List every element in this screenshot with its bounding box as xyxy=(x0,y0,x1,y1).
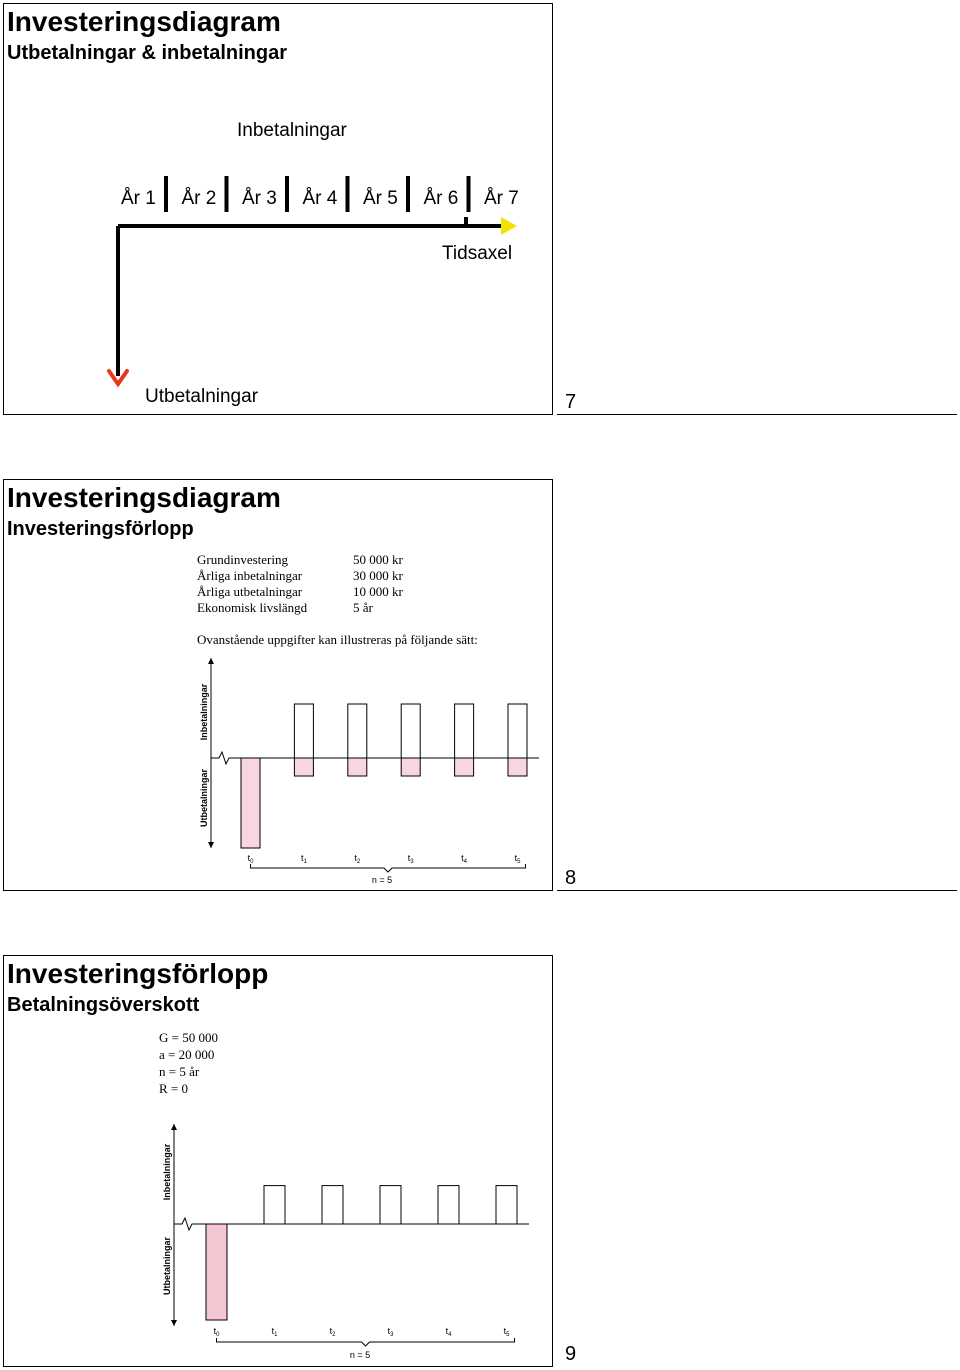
param-value: 10 000 kr xyxy=(353,584,403,599)
year-divider xyxy=(225,176,229,212)
year-divider xyxy=(285,176,289,212)
time-label: $t_0$ xyxy=(247,853,254,865)
param-line: n = 5 år xyxy=(159,1064,200,1079)
arrow-down-icon xyxy=(171,1320,177,1326)
year-divider xyxy=(346,176,350,212)
slide-subtitle: Betalningsöverskott xyxy=(7,994,200,1016)
year-label: År 7 xyxy=(484,188,519,209)
year-label: År 6 xyxy=(423,188,459,209)
year-label: År 4 xyxy=(302,188,338,209)
outflow-label: Utbetalningar xyxy=(145,386,259,407)
slide-title: Investeringsförlopp xyxy=(7,958,269,989)
inflow-bar xyxy=(508,704,527,758)
outflow-bar xyxy=(348,758,367,776)
param-line: a = 20 000 xyxy=(159,1047,215,1062)
inflow-bar xyxy=(401,704,420,758)
time-label: $t_1$ xyxy=(271,1326,278,1338)
timeline-diagram xyxy=(4,4,554,416)
time-axis-label: Tidsaxel xyxy=(442,243,513,264)
param-label: Grundinvestering xyxy=(197,552,288,567)
param-value: 5 år xyxy=(353,600,373,615)
period-brace xyxy=(251,864,526,872)
period-label: n = 5 xyxy=(349,1350,371,1360)
param-line: G = 50 000 xyxy=(159,1030,218,1045)
slide-number: 9 xyxy=(565,1343,577,1365)
slide-9 xyxy=(3,955,553,1367)
y-label-up: Inbetalningar xyxy=(199,683,209,741)
slide-number: 7 xyxy=(565,391,577,413)
period-brace xyxy=(217,1338,515,1346)
year-divider xyxy=(467,176,471,212)
notes-line xyxy=(557,890,957,891)
inflow-bar xyxy=(455,704,474,758)
slide-number: 8 xyxy=(565,867,577,889)
year-label: År 1 xyxy=(121,188,156,209)
time-label: $t_3$ xyxy=(387,1326,394,1338)
param-label: Ekonomisk livslängd xyxy=(197,600,308,615)
y-label-down: Utbetalningar xyxy=(199,768,209,828)
chart-intro-note: Ovanstående uppgifter kan illustreras på följande sätt: xyxy=(197,632,478,647)
time-label: $t_2$ xyxy=(354,853,361,865)
param-label: Årliga inbetalningar xyxy=(197,568,303,583)
inflow-bar xyxy=(438,1186,459,1224)
time-label: $t_5$ xyxy=(514,853,521,865)
time-label: $t_1$ xyxy=(300,853,307,865)
arrow-up-icon xyxy=(208,658,214,664)
time-label: $t_4$ xyxy=(445,1326,452,1338)
param-value: 30 000 kr xyxy=(353,568,403,583)
y-label-up: Inbetalningar xyxy=(162,1143,172,1201)
year-label: År 3 xyxy=(242,188,277,209)
year-divider xyxy=(164,176,168,212)
cashflow-chart xyxy=(4,480,554,892)
arrow-up-icon xyxy=(171,1124,177,1130)
param-line: R = 0 xyxy=(159,1081,189,1096)
slide-8 xyxy=(3,479,553,891)
param-value: 50 000 kr xyxy=(353,552,403,567)
slide-title: Investeringsdiagram xyxy=(7,482,281,513)
time-label: $t_0$ xyxy=(213,1326,220,1338)
inflow-bar xyxy=(322,1186,343,1224)
inflow-bar xyxy=(348,704,367,758)
slide-title: Investeringsdiagram xyxy=(7,6,281,37)
time-label: $t_3$ xyxy=(407,853,414,865)
year-label: År 5 xyxy=(363,188,398,209)
time-label: $t_5$ xyxy=(503,1326,510,1338)
outflow-bar xyxy=(455,758,474,776)
year-divider xyxy=(406,176,410,212)
arrow-down-icon xyxy=(208,842,214,848)
cashflow-chart xyxy=(4,956,554,1368)
time-label: $t_2$ xyxy=(329,1326,336,1338)
inflow-label: Inbetalningar xyxy=(237,120,347,141)
outflow-bar xyxy=(508,758,527,776)
inflow-bar xyxy=(496,1186,517,1224)
outflow-bar xyxy=(241,758,260,848)
param-label: Årliga utbetalningar xyxy=(197,584,303,599)
slide-subtitle: Utbetalningar & inbetalningar xyxy=(7,42,288,64)
slide-7 xyxy=(3,3,553,415)
slide-subtitle: Investeringsförlopp xyxy=(7,518,194,540)
year-label: År 2 xyxy=(181,188,217,209)
axis-arrow-right-icon xyxy=(501,217,517,235)
time-label: $t_4$ xyxy=(461,853,468,865)
inflow-bar xyxy=(294,704,313,758)
notes-line xyxy=(557,414,957,415)
outflow-bar xyxy=(294,758,313,776)
inflow-bar xyxy=(264,1186,285,1224)
period-label: n = 5 xyxy=(371,875,393,885)
outflow-bar xyxy=(401,758,420,776)
y-label-down: Utbetalningar xyxy=(162,1236,172,1296)
outflow-bar xyxy=(206,1224,227,1320)
inflow-bar xyxy=(380,1186,401,1224)
